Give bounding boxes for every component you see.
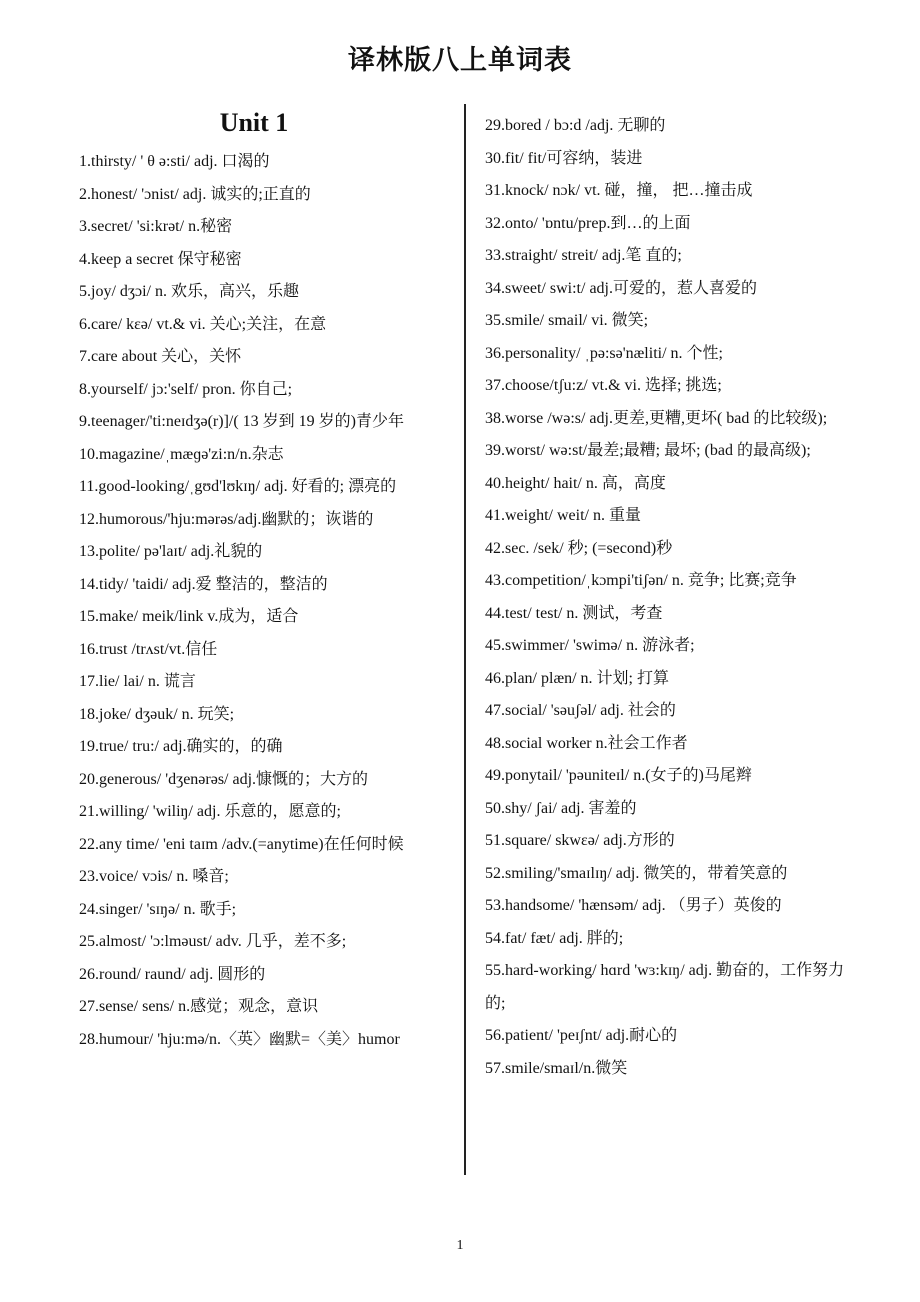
- vocabulary-entry: 32.onto/ 'ɒntu/prep.到…的上面: [485, 214, 691, 232]
- vocabulary-entry: 40.height/ hait/ n. 高，高度: [485, 474, 666, 492]
- column-divider: [464, 104, 466, 1175]
- vocabulary-entry: 10.magazine/ˌmæɡə'zi:n/n.杂志: [79, 445, 284, 463]
- vocabulary-entry: 38.worse /wə:s/ adj.更差,更糟,更坏( bad 的比较级);: [485, 409, 828, 427]
- vocabulary-entry: 14.tidy/ 'taidi/ adj.爱 整洁的，整洁的: [79, 575, 328, 593]
- vocabulary-entry: 23.voice/ vɔis/ n. 嗓音;: [79, 868, 229, 885]
- vocabulary-entry: 51.square/ skwεə/ adj.方形的: [485, 832, 675, 849]
- vocabulary-entry: 6.care/ kεə/ vt.& vi. 关心;关注，在意: [79, 315, 327, 333]
- left-column: [79, 100, 449, 1056]
- vocabulary-entry: 49.ponytail/ 'pəuniteɪl/ n.(女子的)马尾辫: [485, 767, 752, 784]
- vocabulary-entry: 7.care about 关心，关怀: [79, 348, 242, 365]
- vocabulary-entry: 41.weight/ weit/ n. 重量: [485, 507, 641, 524]
- vocabulary-entry: 17.lie/ lai/ n. 谎言: [79, 673, 196, 690]
- vocabulary-entry: 46.plan/ plæn/ n. 计划; 打算: [485, 669, 670, 687]
- vocabulary-entry: 18.joke/ dʒəuk/ n. 玩笑;: [79, 705, 235, 723]
- vocabulary-entry: 43.competition/ˌkɔmpi'tiʃən/ n. 竞争; 比赛;竞争: [485, 572, 797, 589]
- vocabulary-entry: 35.smile/ smail/ vi. 微笑;: [485, 312, 649, 329]
- vocabulary-entry: 31.knock/ nɔk/ vt. 碰，撞， 把…撞击成: [485, 182, 753, 199]
- vocabulary-entry: 16.trust /trʌst/vt.信任: [79, 640, 218, 658]
- vocabulary-entry: 4.keep a secret 保守秘密: [79, 250, 242, 268]
- vocabulary-entry: 27.sense/ sens/ n.感觉；观念，意识: [79, 998, 319, 1015]
- vocabulary-list-left: [79, 146, 449, 1056]
- vocabulary-entry: 13.polite/ pə'laɪt/ adj.礼貌的: [79, 543, 263, 560]
- vocabulary-entry: 45.swimmer/ 'swimə/ n. 游泳者;: [485, 637, 695, 654]
- vocabulary-entry: 8.yourself/ jɔ:'self/ pron. 你自己;: [79, 380, 293, 398]
- vocabulary-entry: 36.personality/ ˌpə:sə'næliti/ n. 个性;: [485, 344, 723, 362]
- vocabulary-entry: 39.worst/ wə:st/最差;最糟; 最坏; (bad 的最高级);: [485, 442, 811, 459]
- vocabulary-entry: 33.straight/ streit/ adj.笔 直的;: [485, 247, 682, 264]
- vocabulary-entry: 22.any time/ 'eni taɪm /adv.(=anytime)在任何时候: [79, 835, 404, 853]
- vocabulary-entry: 3.secret/ 'si:krət/ n.秘密: [79, 218, 233, 235]
- vocabulary-entry: 12.humorous/'hju:mərəs/adj.幽默的；诙谐的: [79, 510, 374, 528]
- vocabulary-entry: 5.joy/ dʒɔi/ n. 欢乐，高兴，乐趣: [79, 283, 299, 300]
- vocabulary-entry: 19.true/ tru:/ adj.确实的，的确: [79, 738, 283, 755]
- vocabulary-entry: 20.generous/ 'dʒenərəs/ adj.慷慨的；大方的: [79, 770, 369, 788]
- vocabulary-entry: 37.choose/tʃu:z/ vt.& vi. 选择; 挑选;: [485, 377, 722, 394]
- vocabulary-entry: 50.shy/ ʃai/ adj. 害羞的: [485, 799, 637, 817]
- vocabulary-entry: 56.patient/ 'peɪʃnt/ adj.耐心的: [485, 1027, 678, 1044]
- vocabulary-entry: 48.social worker n.社会工作者: [485, 734, 688, 752]
- vocabulary-entry: 53.handsome/ 'hænsəm/ adj. （男子）英俊的: [485, 897, 782, 914]
- vocabulary-entry: 55.hard-working/ hɑrd 'wɜ:kɪŋ/ adj. 勤奋的，工作努力的;: [485, 962, 845, 1012]
- vocabulary-entry: 29.bored / bɔ:d /adj. 无聊的: [485, 117, 666, 134]
- vocabulary-entry: 28.humour/ 'hju:mə/n.〈英〉幽默=〈美〉humor: [79, 1030, 400, 1048]
- vocabulary-entry: 54.fat/ fæt/ adj. 胖的;: [485, 929, 624, 947]
- vocabulary-entry: 34.sweet/ swi:t/ adj.可爱的，惹人喜爱的: [485, 279, 757, 297]
- document-title: 译林版八上单词表: [348, 45, 572, 76]
- vocabulary-entry: 1.thirsty/ ' θ ə:sti/ adj. 口渴的: [79, 153, 270, 170]
- vocabulary-entry: 11.good-looking/ˌgʊd'lʊkɪŋ/ adj. 好看的; 漂亮的: [79, 478, 397, 495]
- vocabulary-entry: 25.almost/ 'ɔ:lməust/ adv. 几乎，差不多;: [79, 933, 347, 950]
- vocabulary-entry: 26.round/ raund/ adj. 圆形的: [79, 965, 266, 983]
- vocabulary-entry: 42.sec. /sek/ 秒; (=second)秒: [485, 539, 673, 557]
- vocabulary-entry: 52.smiling/'smaɪlɪŋ/ adj. 微笑的，带着笑意的: [485, 864, 788, 882]
- unit-heading: Unit 1: [219, 108, 289, 137]
- vocabulary-entry: 9.teenager/'ti:neɪdʒə(r)]/( 13 岁到 19 岁的)青少年: [79, 413, 405, 430]
- vocabulary-entry: 30.fit/ fit/可容纳，装进: [485, 149, 643, 167]
- page-number: 1: [456, 1238, 464, 1253]
- right-column: [485, 100, 853, 1085]
- vocabulary-entry: 2.honest/ 'ɔnist/ adj. 诚实的;正直的: [79, 185, 311, 203]
- vocabulary-entry: 44.test/ test/ n. 测试，考查: [485, 604, 663, 622]
- vocabulary-entry: 24.singer/ 'sɪŋə/ n. 歌手;: [79, 900, 237, 918]
- vocabulary-entry: 15.make/ meik/link v.成为，适合: [79, 608, 299, 625]
- vocabulary-entry: 21.willing/ 'wiliŋ/ adj. 乐意的，愿意的;: [79, 803, 341, 820]
- vocabulary-entry: 47.social/ 'səuʃəl/ adj. 社会的: [485, 702, 676, 719]
- vocabulary-list-right: [485, 110, 853, 1085]
- vocabulary-entry: 57.smile/smaɪl/n.微笑: [485, 1059, 628, 1077]
